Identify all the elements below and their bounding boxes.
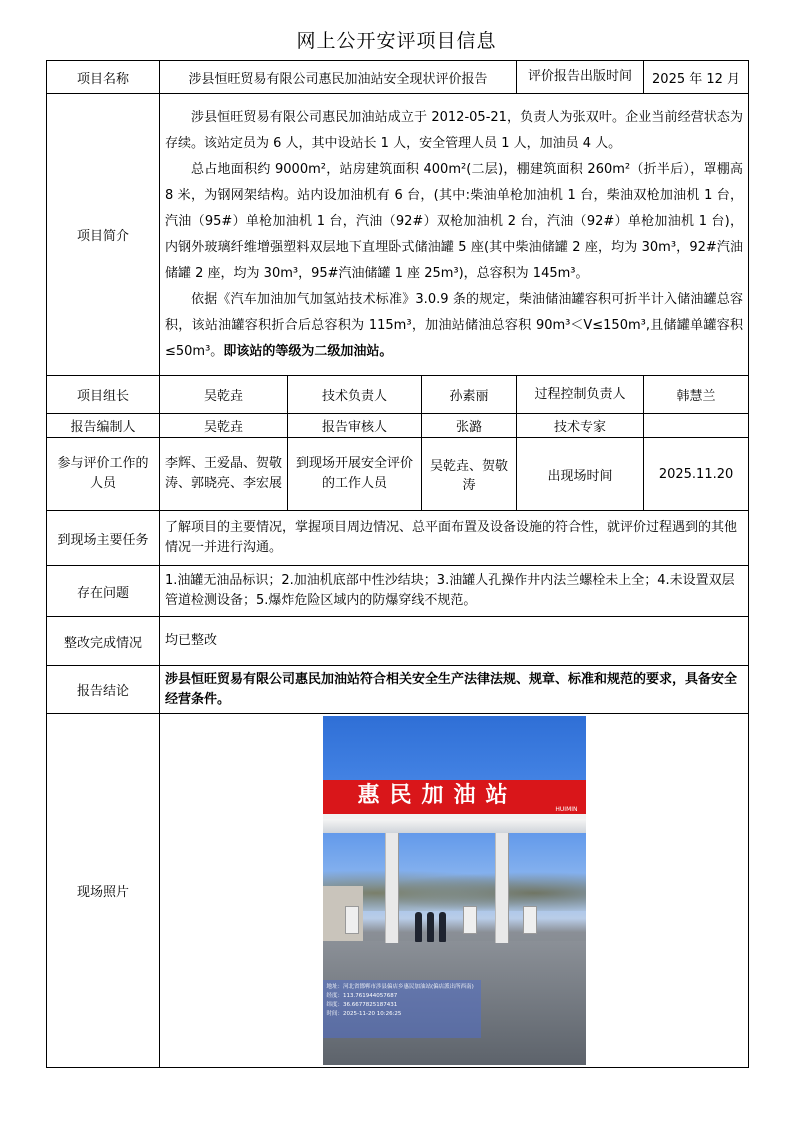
- issues-label: 存在问题: [47, 566, 160, 617]
- intro-p3-text: 依据《汽车加油加气加氢站技术标准》3.0.9 条的规定，柴油储油罐容积可折半计入储油罐总容积，该站油罐容积折合后总容积为 115m³，加油站储油总容积 90m³＜V≤150m³,且储罐单罐容积≤50m³。: [165, 291, 744, 359]
- project-name-label: 项目名称: [47, 61, 160, 94]
- photo-dispenser: [523, 906, 537, 934]
- photo-dispenser: [345, 906, 359, 934]
- intro-label: 项目简介: [47, 94, 160, 376]
- participants-label: 参与评价工作的人员: [47, 438, 160, 511]
- photo-label: 现场照片: [47, 714, 160, 1068]
- publish-date-value: 2025 年 12 月: [644, 61, 749, 94]
- row-rectify: [47, 617, 749, 666]
- onsite-time-label: 出现场时间: [517, 438, 644, 511]
- intro-p3-bold: 即该站的等级为二级加油站。: [223, 343, 393, 359]
- photo-cell: [160, 714, 749, 1068]
- tech-lead-value: 孙素丽: [422, 376, 517, 414]
- participants-names: 李辉、王爱晶、贺敬涛、郭晓亮、李宏展: [160, 438, 288, 511]
- row-photo: [47, 714, 749, 1068]
- reviewer-label: 报告审核人: [288, 414, 422, 438]
- compiler-value: 吴乾垚: [160, 414, 288, 438]
- onsite-staff-label: 到现场开展安全评价的工作人员: [288, 438, 422, 511]
- row-task: [47, 511, 749, 566]
- stamp-time: 时间：2025-11-20 10:26:25: [326, 1011, 402, 1017]
- canopy-sign-small: HUIMIN: [555, 806, 578, 813]
- photo-dispenser: [463, 906, 477, 934]
- intro-paragraph-2: 总占地面积约 9000m²，站房建筑面积 400m²(二层)，棚建筑面积 260m²（折半后），罩棚高 8 米，为钢网架结构。站内设加油机有 6 台，(其中:柴油单枪加油机 1 台，柴油双枪加油机 1 台，汽油（95#）单枪加油机 1 台，汽油（92#）双枪加油机 2 台，汽油（92#）单枪加油机 1 台)，内钢外玻璃纤维增强塑料双层地下直埋卧式储油罐 5 座(其中柴油储罐 2 座，均为 30m³，92#汽油储罐 2 座，均为 30m³，95#汽油储罐 1 座 25m³)，总容积为 145m³。: [165, 161, 744, 281]
- photo-person: [427, 912, 434, 942]
- reviewer-value: 张潞: [422, 414, 517, 438]
- process-control-label: 过程控制负责人: [517, 376, 644, 414]
- publish-date-label: 评价报告出版时间: [517, 61, 644, 94]
- project-name-value: 涉县恒旺贸易有限公司惠民加油站安全现状评价报告: [160, 61, 517, 94]
- row-project-name: [47, 61, 749, 94]
- task-value: 了解项目的主要情况，掌握项目周边情况、总平面布置及设备设施的符合性，就评价过程遇到的其他情况一并进行沟通。: [160, 511, 749, 566]
- onsite-staff-value: 吴乾垚、贺敬涛: [422, 438, 517, 511]
- rectify-label: 整改完成情况: [47, 617, 160, 666]
- leader-label: 项目组长: [47, 376, 160, 414]
- photo-location-stamp: [323, 980, 481, 1038]
- row-participants: [47, 438, 749, 511]
- stamp-latitude: 纬度：36.6677825187431: [326, 1002, 398, 1008]
- conclusion-label: 报告结论: [47, 666, 160, 714]
- photo-canopy-underside: [323, 819, 586, 833]
- photo-person: [439, 912, 446, 942]
- row-team: [47, 376, 749, 414]
- site-photo: [323, 716, 586, 1065]
- issues-value: 1.油罐无油品标识；2.加油机底部中性沙结块；3.油罐人孔操作井内法兰螺栓未上全；4.未设置双层管道检测设备；5.爆炸危险区域内的防爆穿线不规范。: [160, 566, 749, 617]
- compiler-label: 报告编制人: [47, 414, 160, 438]
- stamp-address: 地址：河北省邯郸市涉县偏店乡惠民加油站(偏店派出所西南): [326, 984, 474, 990]
- intro-content: [160, 94, 749, 376]
- photo-pillar: [385, 833, 399, 943]
- intro-paragraph-3: [165, 287, 743, 365]
- onsite-time-value: 2025.11.20: [644, 438, 749, 511]
- intro-paragraph-1: 涉县恒旺贸易有限公司惠民加油站成立于 2012-05-21，负责人为张双叶。企业当前经营状态为存续。该站定员为 6 人，其中设站长 1 人，安全管理人员 1 人，加油员 4 人。: [165, 109, 744, 151]
- leader-value: 吴乾垚: [160, 376, 288, 414]
- photo-person: [415, 912, 422, 942]
- expert-label: 技术专家: [517, 414, 644, 438]
- row-conclusion: [47, 666, 749, 714]
- process-control-value: 韩慧兰: [644, 376, 749, 414]
- row-intro: [47, 94, 749, 376]
- page-title: 网上公开安评项目信息: [296, 30, 497, 52]
- rectify-value: 均已整改: [160, 617, 749, 666]
- expert-value: [644, 414, 749, 438]
- task-label: 到现场主要任务: [47, 511, 160, 566]
- tech-lead-label: 技术负责人: [288, 376, 422, 414]
- stamp-longitude: 经度：113.761944057687: [326, 993, 398, 999]
- info-table: [46, 60, 749, 1068]
- photo-pillar: [495, 833, 509, 943]
- canopy-sign-text: 惠民加油站: [357, 782, 518, 808]
- row-editors: [47, 414, 749, 438]
- row-issues: [47, 566, 749, 617]
- conclusion-value: 涉县恒旺贸易有限公司惠民加油站符合相关安全生产法律法规、规章、标准和规范的要求，具备安全经营条件。: [160, 666, 749, 714]
